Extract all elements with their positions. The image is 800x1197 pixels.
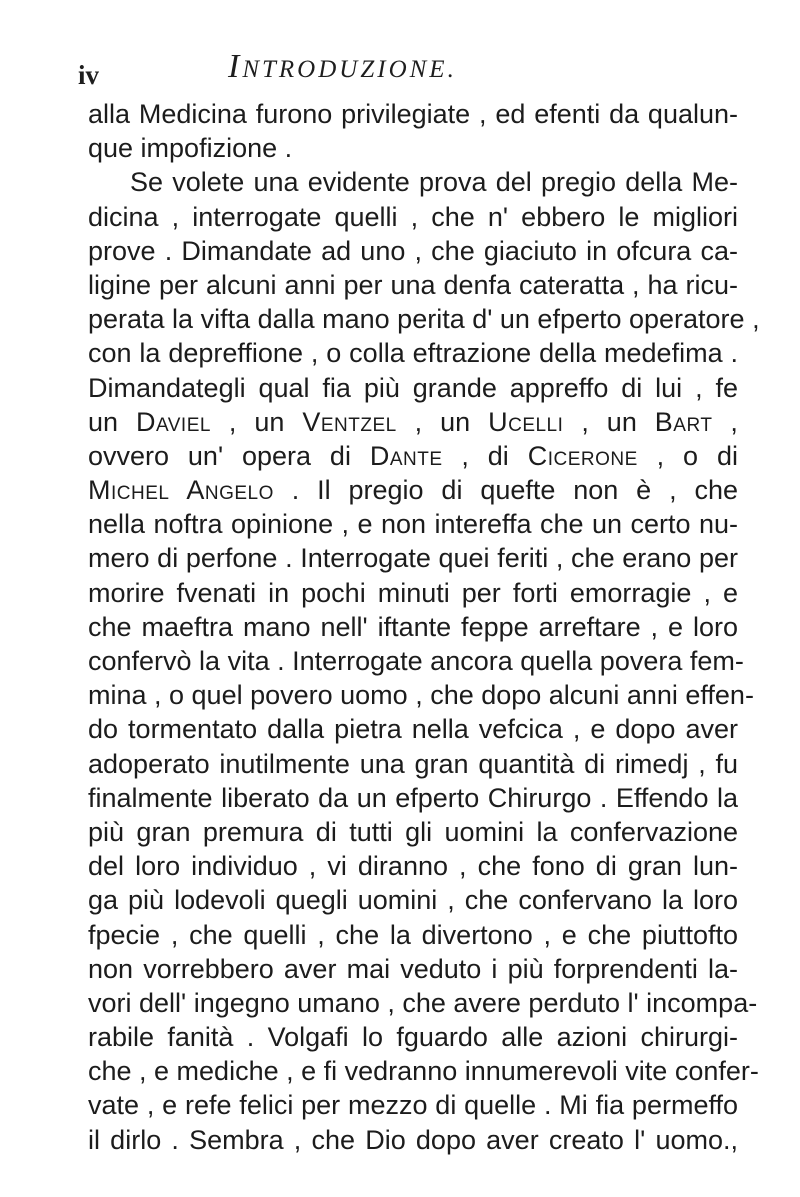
text-line: perata la vifta dalla mano perita d' un efperto operatore , bbox=[88, 304, 760, 335]
text-line: del loro individuo , vi diranno , che fono di gran lun- bbox=[88, 851, 738, 882]
text-fragment: , di bbox=[461, 440, 509, 471]
text-line: morire fvenati in pochi minuti per forti emorragie , e bbox=[88, 577, 738, 608]
text-line: rabile fanità . Volgafi lo fguardo alle azioni chirurgi- bbox=[88, 1022, 738, 1053]
text-line: ga più lodevoli quegli uomini , che confervano la loro bbox=[88, 885, 738, 916]
text-line: con la depreffione , o colla eftrazione della medefima . bbox=[88, 338, 738, 369]
text-line-names-3 bbox=[88, 473, 738, 507]
text-line: que impofizione . bbox=[88, 133, 293, 164]
body-text bbox=[88, 97, 760, 1157]
text-line: vate , e refe felici per mezzo di quelle . Mi fia permeffo bbox=[88, 1090, 738, 1121]
text-line: ligine per alcuni anni per una denfa cateratta , ha ricu- bbox=[88, 269, 738, 300]
name-dante: Dante bbox=[369, 440, 443, 471]
running-head-period: . bbox=[447, 56, 457, 83]
text-line-names-1 bbox=[88, 405, 738, 439]
text-line: Dimandategli qual fia più grande appreffo di lui , fe bbox=[88, 372, 738, 403]
name-ucelli: Ucelli bbox=[488, 406, 564, 437]
page-header bbox=[78, 48, 738, 88]
running-head bbox=[228, 48, 457, 86]
text-line: adoperato inutilmente una gran quantità di rimedj , fu bbox=[88, 748, 738, 779]
name-bart: Bart bbox=[654, 406, 713, 437]
text-line: che , e mediche , e fi vedranno innumerevoli vite confer- bbox=[88, 1056, 759, 1087]
text-line: alla Medicina furono privilegiate , ed efenti da qualun- bbox=[88, 99, 738, 129]
text-line: mero di perfone . Interrogate quei feriti , che erano per bbox=[88, 543, 738, 574]
running-head-rest: NTRODUZIONE bbox=[242, 56, 448, 83]
text-line: nella noftra opinione , e non intereffa che un certo nu- bbox=[88, 509, 738, 540]
text-line: mina , o quel povero uomo , che dopo alcuni anni effen- bbox=[88, 680, 754, 711]
text-line: il dirlo . Sembra , che Dio dopo aver creato l' uomo., bbox=[88, 1124, 738, 1155]
text-fragment: , bbox=[730, 406, 738, 437]
text-fragment: , un bbox=[228, 406, 285, 437]
text-fragment: , un bbox=[581, 406, 637, 437]
text-line: finalmente liberato da un efperto Chirurgo . Effendo la bbox=[88, 782, 738, 813]
text-line: prove . Dimandate ad uno , che giaciuto in ofcura ca- bbox=[88, 235, 738, 266]
text-line: che maeftra mano nell' iftante feppe arreftare , e loro bbox=[88, 611, 738, 642]
text-line-names-2 bbox=[88, 439, 738, 473]
running-head-initial: I bbox=[228, 48, 243, 85]
text-line: più gran premura di tutti gli uomini la confervazione bbox=[88, 816, 738, 847]
text-fragment: un bbox=[88, 406, 119, 437]
text-line: vori dell' ingegno umano , che avere perduto l' incompa- bbox=[88, 987, 758, 1018]
name-ventzel: Ventzel bbox=[302, 406, 397, 437]
text-line: Se volete una evidente prova del pregio della Me- bbox=[130, 167, 738, 198]
text-line: fpecie , che quelli , che la divertono , e che piuttofto bbox=[88, 919, 738, 950]
name-cicerone: Cicerone bbox=[527, 440, 638, 471]
text-fragment: , o di bbox=[656, 440, 738, 471]
name-michel-angelo: Michel Angelo bbox=[88, 475, 274, 506]
text-line: do tormentato dalla pietra nella vefcica , e dopo aver bbox=[88, 714, 738, 745]
name-daviel: Daviel bbox=[136, 406, 211, 437]
text-fragment: . Il pregio di quefte non è , che bbox=[291, 475, 738, 506]
text-line: dicina , interrogate quelli , che n' ebbero le migliori bbox=[88, 201, 738, 232]
text-fragment: ovvero un' opera di bbox=[88, 440, 351, 471]
text-line: confervò la vita . Interrogate ancora quella povera fem- bbox=[88, 646, 744, 676]
text-line: non vorrebbero aver mai veduto i più forprendenti la- bbox=[88, 953, 738, 984]
page-number: iv bbox=[78, 60, 100, 90]
text-fragment: , un bbox=[414, 406, 471, 437]
